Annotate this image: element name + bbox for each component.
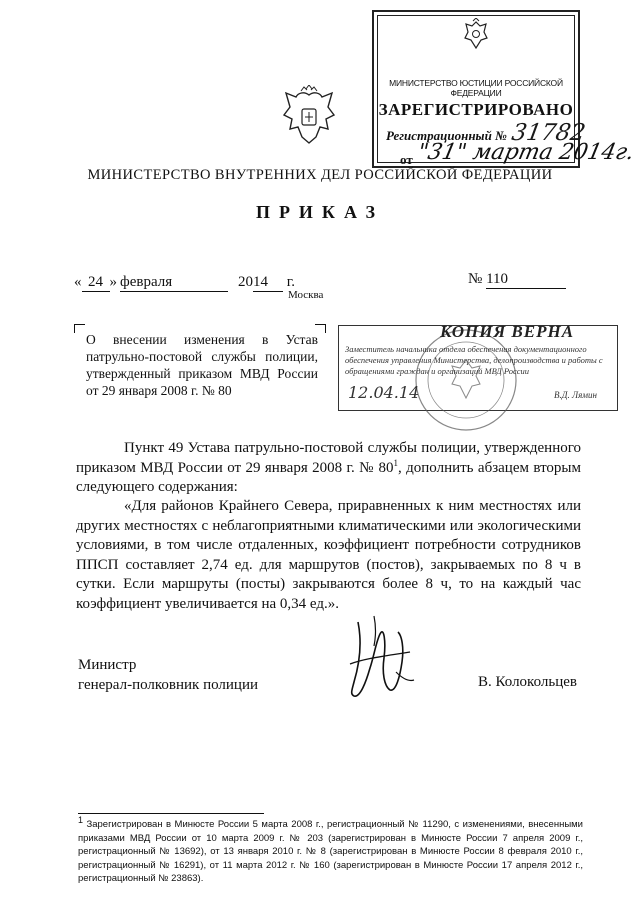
order-number-sign: № <box>468 271 483 287</box>
footnote-rule <box>78 813 264 814</box>
order-date <box>74 274 117 292</box>
signatory-position <box>78 655 258 695</box>
order-number-block <box>468 271 566 289</box>
stamp-regnum: 31782 <box>509 120 588 146</box>
stamp-date: "31" марта 2014г. <box>415 140 637 165</box>
signatory-name: В. Колокольцев <box>478 674 577 690</box>
order-year-prefix: 20 <box>238 274 253 290</box>
stamp-registered: ЗАРЕГИСТРИРОВАНО <box>378 100 574 119</box>
order-year-unit: г. <box>286 274 295 290</box>
order-year-suffix: 14 <box>253 274 283 292</box>
body-p1-end: , дополнить абзацем вторым следующего содержания: <box>76 459 582 495</box>
order-city: Москва <box>288 289 324 301</box>
ministry-title: МИНИСТЕРСТВО ВНУТРЕННИХ ДЕЛ РОССИЙСКОЙ ФЕДЕРАЦИИ <box>87 167 553 183</box>
body-paragraph-1 <box>76 439 581 498</box>
handwritten-signature <box>340 612 420 700</box>
order-year-block <box>238 274 295 292</box>
copy-stamp-date: 12.04.14 <box>348 383 420 402</box>
footnote <box>78 814 583 886</box>
date-quote-open: « <box>74 274 82 290</box>
footnote-mark: 1 <box>78 814 84 825</box>
copy-stamp-title: КОПИЯ ВЕРНА <box>440 322 575 341</box>
order-title: ПРИКАЗ <box>255 202 385 222</box>
signatory-position-line2: генерал-полковник полиции <box>78 677 259 693</box>
order-number: 110 <box>486 271 566 289</box>
round-seal-icon <box>412 326 520 434</box>
stamp-ministry: МИНИСТЕРСТВО ЮСТИЦИИ РОССИЙСКОЙ ФЕДЕРАЦИИ <box>389 78 563 98</box>
registration-stamp <box>372 10 637 168</box>
stamp-date-prefix: от <box>400 152 413 167</box>
stamp-regnum-label: Регистрационный № <box>386 128 507 143</box>
order-day: 24 <box>82 274 110 292</box>
body-p1-main: Пункт 49 Устава патрульно-постовой службы полиции, утвержденного приказом МВД России от 29 января 2008 г. № 80 <box>76 440 581 476</box>
order-subject: О внесении изменения в Устав патрульно-постовой службы полиции, утвержденный приказом МВД России от 29 января 2008 г. № 80 <box>86 332 318 398</box>
signatory-position-line1: Министр <box>78 657 137 673</box>
footnote-ref: 1 <box>393 457 398 468</box>
date-quote-close: » <box>109 274 117 290</box>
coat-of-arms-icon <box>280 85 338 151</box>
copy-stamp-signer: В.Д. Лямин <box>554 390 597 400</box>
order-month: февраля <box>120 274 228 292</box>
copy-stamp-text: Заместитель начальника отдела обеспечения документационного обеспечения управления Министерства, делопроизводства и работы с обращениями граждан и организаций МВД России <box>345 344 603 376</box>
eagle-emblem-icon <box>462 18 490 52</box>
body-paragraph-2: «Для районов Крайнего Севера, приравненных к ним местностях или других местностях с неблагоприятными климатическими или экологическими условиями, в том числе отдаленных, коэффициент потребности сотрудников ППСП составляет 2,74 ед. для маршрутов (постов), закрываемых по 8 ч в сутки. Если маршруты (посты) закрываются более 8 ч, то на каждый час коэффициент увеличивается на 0,34 ед.». <box>76 498 581 612</box>
order-month-block <box>120 274 228 292</box>
footnote-text: Зарегистрирован в Минюсте России 5 марта 2008 г., регистрационный № 11290, с изменениями, внесенными приказами МВД России от 10 марта 2009 г. № 203 (зарегистрирован в Минюсте России 7 апреля 2009 г., регистрационный № 13692), от 13 января 2010 г. № 8 (зарегистрирован в Минюсте России 8 февраля 2010 г., регистрационный № 16291), от 11 марта 2012 г. № 160 (зарегистрирован в Минюсте России 17 апреля 2012 г., регистрационный № 23863). <box>78 819 583 884</box>
